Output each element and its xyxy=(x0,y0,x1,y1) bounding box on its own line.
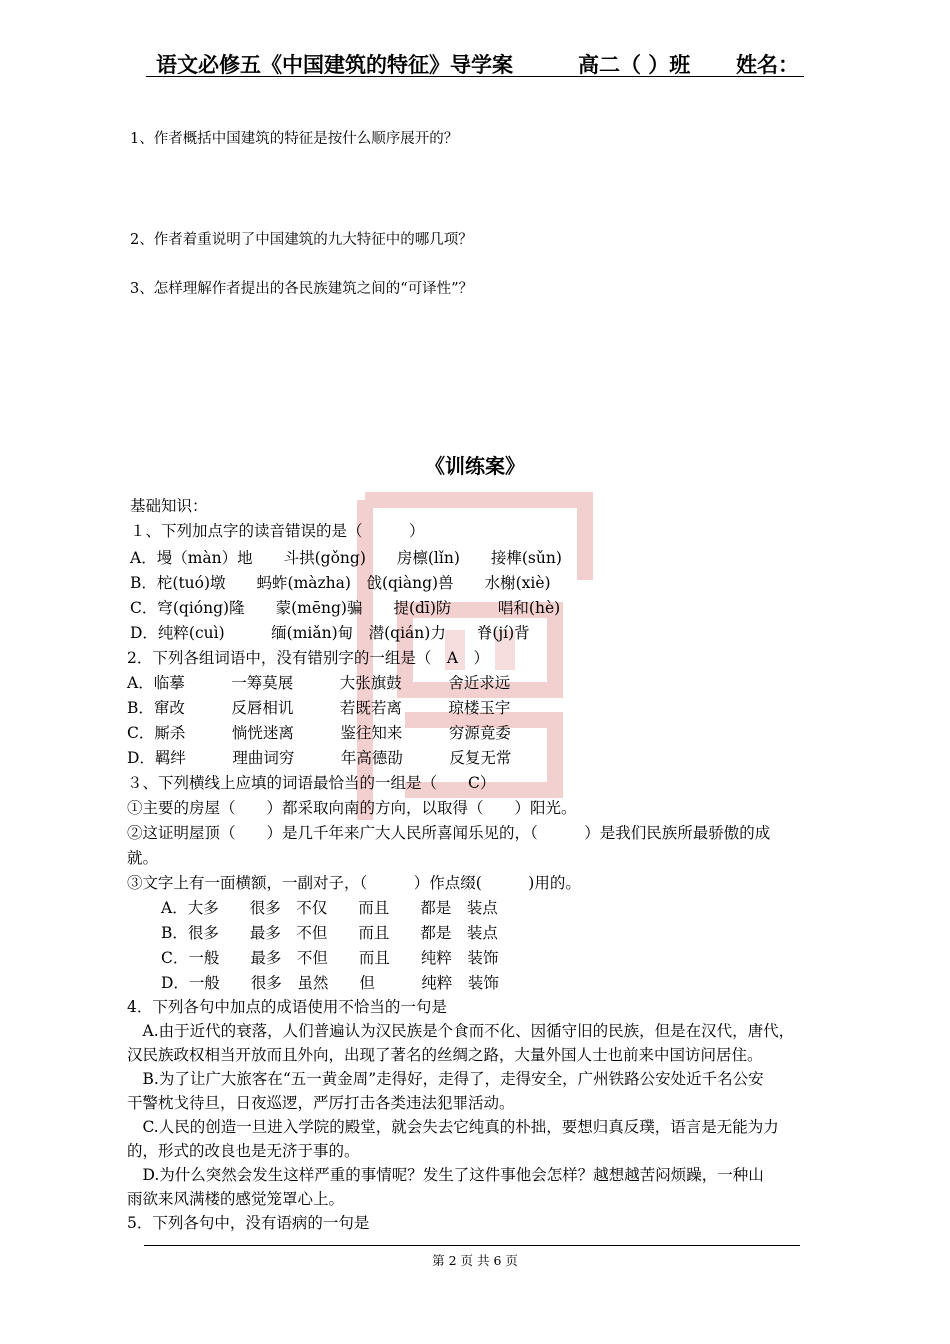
training-line: ③文字上有一面横额，一副对子，（ ）作点缀( )用的。 xyxy=(127,874,581,892)
training-line: 2．下列各组词语中，没有错别字的一组是（ A ） xyxy=(127,649,490,667)
training-line: C．穹(qióng)隆 蒙(mēng)骗 提(dī)防 唱和(hè) xyxy=(130,599,561,617)
training-line: B．很多 最多 不但 而且 都是 装点 xyxy=(130,924,498,942)
training-section-title: 《训练案》 xyxy=(425,454,525,478)
training-line: D.为什么突然会发生这样严重的事情呢？发生了这件事他会怎样？越想越苦闷烦躁，一种山 xyxy=(127,1166,764,1184)
question-3: 3、怎样理解作者提出的各民族建筑之间的“可译性”？ xyxy=(130,281,474,297)
training-line: ②这证明屋顶（ ）是几千年来广大人民所喜闻乐见的，（ ）是我们民族所最骄傲的成 xyxy=(127,824,771,842)
question-1: 1、作者概括中国建筑的特征是按什么顺序展开的？ xyxy=(130,131,459,147)
training-line: B.为了让广大旅客在“五一黄金周”走得好，走得了，走得安全，广州铁路公安处近千名公安 xyxy=(127,1070,764,1088)
question-2: 2、作者着重说明了中国建筑的九大特征中的哪几项？ xyxy=(130,232,473,248)
training-line: B．窜改 反唇相讥 若既若离 琼楼玉宇 xyxy=(127,699,511,717)
training-line: ①主要的房屋（ ）都采取向南的方向，以取得（ ）阳光。 xyxy=(127,799,577,817)
training-line: B．柁(tuó)墩 蚂蚱(màzha) 戗(qiàng)兽 水榭(xiè) xyxy=(130,574,551,592)
training-line: 5．下列各句中，没有语病的一句是 xyxy=(127,1214,370,1232)
page-header xyxy=(146,46,804,77)
training-line: C．厮杀 惝恍迷离 鉴往知来 穷源竟委 xyxy=(127,724,511,742)
training-line: C.人民的创造一旦进入学院的殿堂，就会失去它纯真的朴拙，要想归真反璞，语言是无能为力 xyxy=(127,1118,779,1136)
training-line: 基础知识： xyxy=(130,497,208,515)
training-line: １、下列加点字的读音错误的是（ ） xyxy=(130,522,425,540)
training-line: A．墁（màn）地 斗拱(gǒng) 房檩(lǐn) 接榫(sǔn) xyxy=(130,549,562,567)
training-line: ３、下列横线上应填的词语最恰当的一组是（ C） xyxy=(127,774,496,792)
training-line: 干警枕戈待旦，日夜巡逻，严厉打击各类违法犯罪活动。 xyxy=(127,1094,515,1112)
training-line: 汉民族政权相当开放而且外向，出现了著名的丝绸之路，大量外国人士也前来中国访问居住。 xyxy=(127,1046,763,1064)
training-line: A．大多 很多 不仅 而且 都是 装点 xyxy=(130,899,498,917)
name-label: 姓名： xyxy=(736,53,799,77)
page-number: 第 2 页 共 6 页 xyxy=(432,1253,518,1268)
training-line: 4．下列各句中加点的成语使用不恰当的一句是 xyxy=(127,998,447,1016)
training-line: D．一般 很多 虽然 但 纯粹 装饰 xyxy=(130,974,499,992)
training-line: A.由于近代的衰落，人们普遍认为汉民族是个食而不化、因循守旧的民族，但是在汉代，唐代， xyxy=(127,1022,795,1040)
training-line: 的，形式的改良也是无济于事的。 xyxy=(127,1142,360,1160)
training-line: A．临摹 一筹莫展 大张旗鼓 舍近求远 xyxy=(127,674,511,692)
training-line: D．纯粹(cuì) 缅(miǎn)甸 潜(qián)力 脊(jí)背 xyxy=(130,624,530,642)
footer-divider xyxy=(144,1245,800,1246)
training-line: C．一般 最多 不但 而且 纯粹 装饰 xyxy=(130,949,499,967)
training-line: 雨欲来风满楼的感觉笼罩心上。 xyxy=(127,1190,345,1208)
class-label: 高二（ ）班 xyxy=(578,53,691,77)
document-title: 语文必修五《中国建筑的特征》导学案 xyxy=(156,53,513,77)
training-line: 就。 xyxy=(127,849,159,867)
training-line: D．羁绊 理曲词穷 年高德劭 反复无常 xyxy=(127,749,512,767)
